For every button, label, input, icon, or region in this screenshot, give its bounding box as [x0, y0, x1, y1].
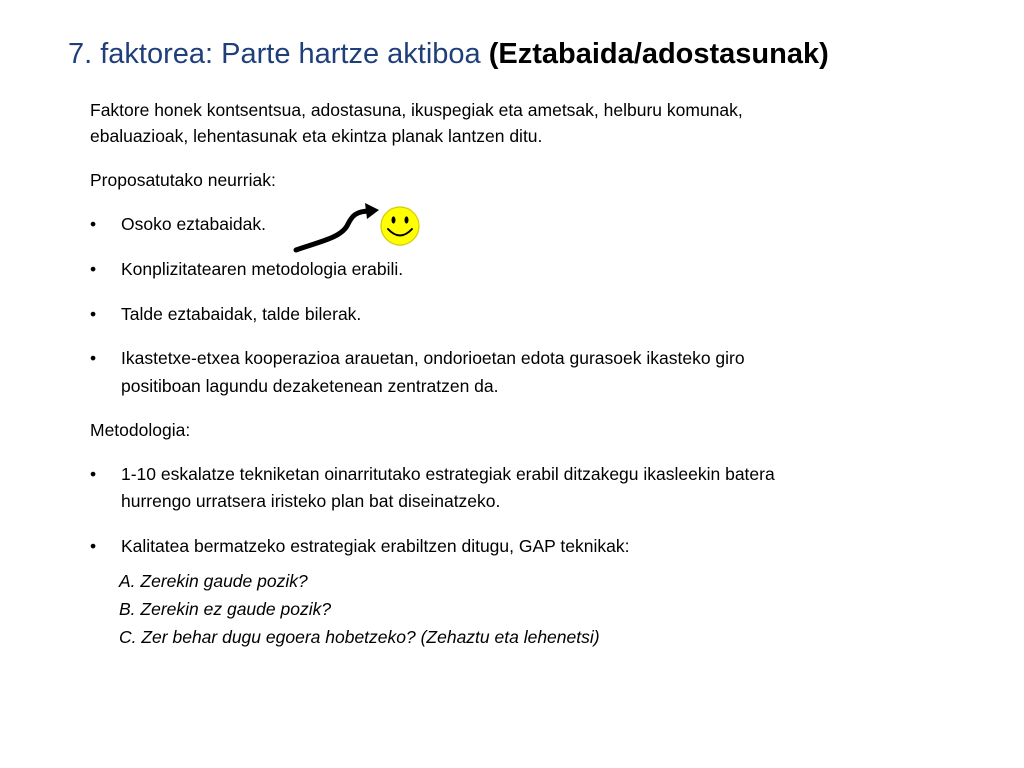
intro-line-1: Faktore honek kontsentsua, adostasuna, ikuspegiak eta ametsak, helburu komunak, [90, 100, 743, 120]
measure-item-4-line-1: Ikastetxe-etxea kooperazioa arauetan, ondorioetan edota gurasoek ikasteko giro [121, 348, 745, 368]
method-item-1-line-1: 1-10 eskalatze tekniketan oinarritutako estrategiak erabil ditzakegu ikasleekin batera [121, 464, 775, 484]
measure-item-3: Talde eztabaidak, talde bilerak. [121, 304, 362, 324]
measure-item-1: Osoko eztabaidak. [121, 214, 266, 234]
title-parenthetical: (Eztabaida/adostasunak) [488, 38, 829, 70]
bullet-marker: • [90, 214, 97, 234]
gap-item-c: C. Zer behar dugu egoera hobetzeko? (Zehaztu eta lehenetsi) [119, 627, 600, 647]
curved-arrow-icon [296, 203, 379, 250]
methodology-heading: Metodologia: [90, 420, 191, 440]
gap-item-b: B. Zerekin ez gaude pozik? [119, 599, 332, 619]
intro-line-2: ebaluazioak, lehentasunak eta ekintza planak lantzen ditu. [90, 126, 543, 146]
smiley-face-icon [381, 207, 419, 245]
bullet-marker: • [90, 304, 97, 324]
bullet-marker: • [90, 259, 97, 279]
method-item-1-line-2: hurrengo urratsera iristeko plan bat diseinatzeko. [121, 491, 501, 511]
bullet-marker: • [90, 464, 97, 484]
method-item-2: Kalitatea bermatzeko estrategiak erabiltzen ditugu, GAP teknikak: [121, 536, 630, 556]
title-main: 7. faktorea: Parte hartze aktiboa [68, 38, 489, 70]
measures-heading: Proposatutako neurriak: [90, 170, 276, 190]
decoration-group [290, 200, 430, 260]
slide-title [68, 34, 1008, 74]
bullet-marker: • [90, 348, 97, 368]
bullet-marker: • [90, 536, 97, 556]
measure-item-2: Konplizitatearen metodologia erabili. [121, 259, 404, 279]
measure-item-4-line-2: positiboan lagundu dezaketenean zentratzen da. [121, 376, 499, 396]
gap-item-a: A. Zerekin gaude pozik? [119, 571, 308, 591]
